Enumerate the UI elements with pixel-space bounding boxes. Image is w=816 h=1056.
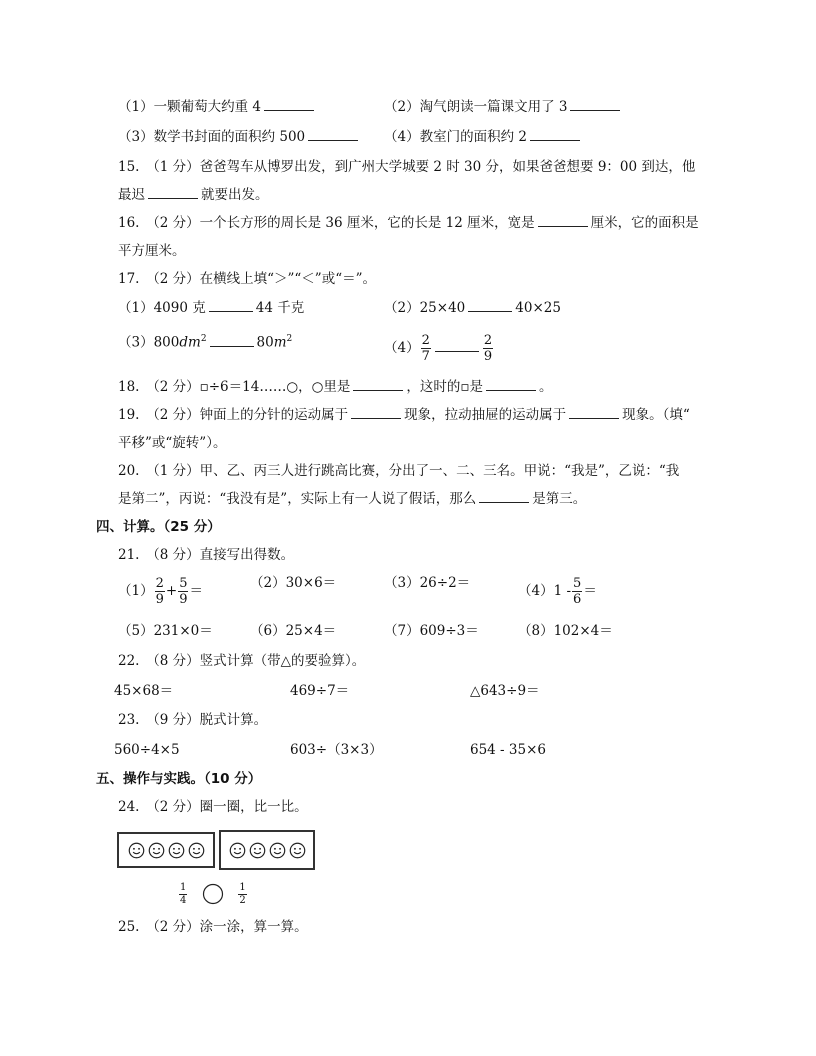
answer-blank[interactable]	[486, 378, 536, 391]
q17-item-2	[384, 299, 561, 317]
unit-m: m	[273, 334, 287, 351]
q23-stem: 23. （9 分）脱式计算。	[118, 712, 268, 728]
q14-item-1-text: （1）一颗葡萄大约重 4	[118, 99, 261, 115]
smiley-group-right	[219, 830, 315, 870]
answer-blank[interactable]	[308, 128, 358, 141]
q16-line-2: 平方厘米。	[118, 243, 186, 259]
q17-item-1-left: （1）4090 克	[118, 300, 206, 316]
section-5-heading: 五、操作与实践。（10 分）	[96, 771, 262, 787]
answer-blank[interactable]	[210, 334, 254, 347]
q24-compare-row	[178, 878, 248, 910]
smiley-face-icon	[229, 842, 246, 859]
q14-item-2	[384, 98, 623, 116]
q21-item-8: （8）102×4＝	[518, 623, 613, 639]
q16-text-b: 厘米，它的面积是	[590, 215, 699, 231]
q16-text-a: 16. （2 分）一个长方形的周长是 36 厘米，它的长是 12 厘米，宽是	[118, 215, 535, 231]
q25-stem: 25. （2 分）涂一涂，算一算。	[118, 919, 308, 935]
q21-item-6: （6）25×4＝	[250, 623, 337, 639]
q15-line-2	[118, 186, 269, 204]
smiley-face-icon	[128, 842, 145, 859]
q17-item-3-num2: 80	[256, 334, 274, 351]
q21-stem: 21. （8 分）直接写出得数。	[118, 547, 295, 563]
q20-text-a: 是第二”，丙说：“我没有是”，实际上有一人说了假话，那么	[118, 491, 477, 507]
q14-item-3-text: （3）数学书封面的面积约 500	[118, 129, 306, 145]
q17-stem: 17. （2 分）在横线上填“＞”“＜”或“＝”。	[118, 271, 377, 287]
q22-expr-2: 469÷7＝	[290, 683, 350, 699]
q24-stem: 24. （2 分）圈一圈，比一比。	[118, 799, 308, 815]
fraction: $\frac{2}{7}$	[421, 333, 430, 364]
q22-stem: 22. （8 分）竖式计算（带△的要验算）。	[118, 653, 366, 669]
q16-line-1	[118, 214, 699, 232]
q21-item-3: （3）26÷2＝	[384, 575, 471, 591]
answer-blank[interactable]	[353, 378, 403, 391]
q18-line	[118, 378, 553, 396]
q17-item-2-right: 40×25	[515, 300, 561, 316]
q18-text-b: ，这时的▫是	[406, 379, 484, 395]
equals-sign: ＝	[583, 583, 597, 599]
answer-blank[interactable]	[148, 186, 198, 199]
q21-item-4	[518, 573, 597, 609]
q21-item-7: （7）609÷3＝	[384, 623, 479, 639]
q21-item-4-label: （4）1 -	[518, 583, 572, 599]
q17-item-1-right: 44 千克	[255, 300, 305, 316]
answer-blank[interactable]	[351, 406, 401, 419]
answer-blank[interactable]	[435, 339, 479, 352]
q23-expr-2: 603÷（3×3）	[290, 742, 383, 758]
q18-text-c: 。	[539, 379, 553, 395]
answer-blank[interactable]	[538, 214, 588, 227]
answer-blank[interactable]	[569, 406, 619, 419]
q21-item-2: （2）30×6＝	[250, 575, 337, 591]
fraction: $\frac{5}{6}$	[573, 576, 582, 607]
q17-item-3-num: （3）800	[118, 334, 180, 351]
q23-expr-3: 654 - 35×6	[470, 742, 546, 758]
fraction-one-half: $\frac{1}{2}$	[239, 881, 246, 906]
q17-item-1	[118, 299, 304, 317]
smiley-face-icon	[148, 842, 165, 859]
equals-sign: ＝	[189, 583, 203, 599]
smiley-face-icon	[188, 842, 205, 859]
unit-dm: dm	[179, 334, 201, 351]
q21-item-5: （5）231×0＝	[118, 623, 213, 639]
q14-item-3	[118, 128, 361, 146]
q19-text-c: 现象。（填“	[622, 407, 690, 423]
q19-text-a: 19. （2 分）钟面上的分针的运动属于	[118, 407, 349, 423]
compare-circle-blank[interactable]	[202, 883, 224, 905]
fraction-one-quarter: $\frac{1}{4}$	[180, 881, 187, 906]
q20-line-2	[118, 490, 586, 508]
smiley-face-icon	[289, 842, 306, 859]
section-4-heading: 四、计算。（25 分）	[96, 519, 221, 535]
answer-blank[interactable]	[264, 98, 314, 111]
q14-item-4-text: （4）教室门的面积约 2	[384, 129, 527, 145]
unit-exponent: 2	[200, 334, 207, 344]
q20-text-b: 是第三。	[532, 491, 587, 507]
answer-blank[interactable]	[570, 98, 620, 111]
answer-blank[interactable]	[468, 299, 512, 312]
fraction: $\frac{2}{9}$	[155, 576, 164, 607]
fraction: $\frac{5}{9}$	[179, 576, 188, 607]
q15-text-b: 就要出发。	[201, 187, 269, 203]
smiley-face-icon	[168, 842, 185, 859]
q20-line-1: 20. （1 分）甲、乙、丙三人进行跳高比赛，分出了一、二、三名。甲说：“我是”，乙说：“我	[118, 463, 680, 479]
q14-item-1	[118, 98, 317, 116]
q19-line-2: 平移”或“旋转”）。	[118, 435, 227, 451]
answer-blank[interactable]	[530, 128, 580, 141]
unit-exponent: 2	[286, 334, 293, 344]
q14-item-2-text: （2）淘气朗读一篇课文用了 3	[384, 99, 568, 115]
q17-item-3	[118, 330, 292, 352]
q19-text-b: 现象，拉动抽屉的运动属于	[404, 407, 567, 423]
smiley-face-icon	[249, 842, 266, 859]
plus-sign: +	[165, 583, 178, 599]
q15-line-1: 15. （1 分）爸爸驾车从博罗出发，到广州大学城要 2 时 30 分，如果爸爸想要 9：00 到达，他	[118, 159, 696, 175]
q17-item-2-left: （2）25×40	[384, 300, 466, 316]
q18-text-a: 18. （2 分）▫÷6＝14……○，○里是	[118, 379, 351, 395]
q17-item-4	[384, 328, 494, 368]
smiley-face-icon	[269, 842, 286, 859]
q14-item-4	[384, 128, 583, 146]
q15-text-a: 最迟	[118, 187, 145, 203]
q22-expr-1: 45×68＝	[114, 683, 174, 699]
smiley-group-left	[117, 832, 215, 868]
answer-blank[interactable]	[479, 490, 529, 503]
answer-blank[interactable]	[209, 299, 253, 312]
q23-expr-1: 560÷4×5	[114, 742, 180, 758]
q19-line-1	[118, 406, 690, 424]
q17-item-4-label: （4）	[384, 340, 420, 356]
q21-item-1	[118, 573, 203, 609]
fraction: $\frac{2}{9}$	[483, 333, 493, 364]
q22-expr-3: △643÷9＝	[470, 683, 540, 699]
q21-item-1-label: （1）	[118, 583, 154, 599]
